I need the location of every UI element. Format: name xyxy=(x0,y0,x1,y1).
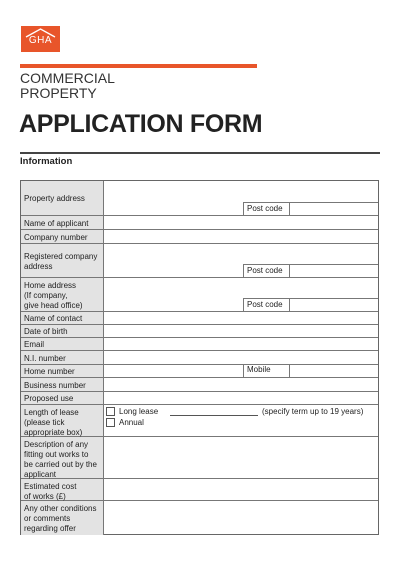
field-mobile[interactable] xyxy=(289,364,378,378)
field-email[interactable] xyxy=(104,338,378,350)
field-other-conditions[interactable] xyxy=(104,501,378,535)
gha-logo xyxy=(21,26,60,52)
section-title: Information xyxy=(20,156,73,167)
label-estimated-cost: Estimated cost of works (£) xyxy=(21,479,104,500)
field-estimated-cost[interactable] xyxy=(104,479,378,500)
annual-checkbox[interactable] xyxy=(106,418,115,427)
label-name-of-applicant: Name of applicant xyxy=(21,216,104,229)
label-mobile: Mobile xyxy=(243,364,289,378)
label-registered-company-address: Registered company address xyxy=(21,244,104,277)
field-business-number[interactable] xyxy=(104,378,378,391)
row-length-of-lease xyxy=(21,405,378,437)
row-email xyxy=(21,338,378,351)
label-home-number: Home number xyxy=(21,365,104,377)
row-fitting-out-works xyxy=(21,437,378,479)
label-post-code: Post code xyxy=(243,202,289,215)
row-proposed-use xyxy=(21,392,378,405)
row-home-number xyxy=(21,365,378,378)
field-name-of-contact[interactable] xyxy=(104,312,378,324)
long-lease-term-field[interactable] xyxy=(170,415,258,416)
row-home-address xyxy=(21,278,378,312)
application-form-table xyxy=(20,180,379,535)
label-email: Email xyxy=(21,338,104,350)
subtitle-line-1: COMMERCIAL xyxy=(20,70,115,86)
logo-text: GHA xyxy=(28,35,53,46)
field-property-address[interactable] xyxy=(104,181,378,215)
label-company-number: Company number xyxy=(21,230,104,243)
row-estimated-cost xyxy=(21,479,378,501)
row-registered-company-address xyxy=(21,244,378,278)
row-company-number xyxy=(21,230,378,244)
field-post-code[interactable] xyxy=(289,202,378,215)
field-proposed-use[interactable] xyxy=(104,392,378,404)
label-fitting-out-works: Description of any fitting out works to be carried out by the applicant xyxy=(21,437,104,478)
label-post-code: Post code xyxy=(243,298,289,311)
long-lease-label: Long lease xyxy=(119,407,159,416)
annual-label: Annual xyxy=(119,418,144,427)
label-proposed-use: Proposed use xyxy=(21,392,104,404)
label-length-of-lease: Length of lease (please tick appropriate box) xyxy=(21,405,104,436)
field-home-address[interactable] xyxy=(104,278,378,311)
header-accent-rule xyxy=(20,64,257,68)
page-title: APPLICATION FORM xyxy=(19,110,263,138)
document-subtitle xyxy=(20,71,220,101)
row-date-of-birth xyxy=(21,325,378,338)
long-lease-checkbox[interactable] xyxy=(106,407,115,416)
field-post-code[interactable] xyxy=(289,264,378,277)
row-name-of-applicant xyxy=(21,216,378,230)
subtitle-line-2: PROPERTY xyxy=(20,85,97,101)
label-post-code: Post code xyxy=(243,264,289,277)
field-home-number[interactable] xyxy=(104,365,378,377)
label-ni-number: N.I. number xyxy=(21,351,104,364)
row-ni-number xyxy=(21,351,378,365)
field-date-of-birth[interactable] xyxy=(104,325,378,337)
field-company-number[interactable] xyxy=(104,230,378,243)
section-divider xyxy=(20,152,380,154)
field-ni-number[interactable] xyxy=(104,351,378,364)
label-property-address: Property address xyxy=(21,181,104,215)
label-home-address: Home address (If company, give head office) xyxy=(21,278,104,311)
row-name-of-contact xyxy=(21,312,378,325)
row-other-conditions xyxy=(21,501,378,535)
field-registered-company-address[interactable] xyxy=(104,244,378,277)
label-date-of-birth: Date of birth xyxy=(21,325,104,337)
label-business-number: Business number xyxy=(21,378,104,391)
field-post-code[interactable] xyxy=(289,298,378,311)
field-name-of-applicant[interactable] xyxy=(104,216,378,229)
label-other-conditions: Any other conditions or comments regarding offer xyxy=(21,501,104,535)
label-name-of-contact: Name of contact xyxy=(21,312,104,324)
row-business-number xyxy=(21,378,378,392)
long-lease-term-note: (specify term up to 19 years) xyxy=(262,407,364,416)
row-property-address xyxy=(21,181,378,216)
field-fitting-out-works[interactable] xyxy=(104,437,378,478)
field-length-of-lease xyxy=(104,405,378,436)
